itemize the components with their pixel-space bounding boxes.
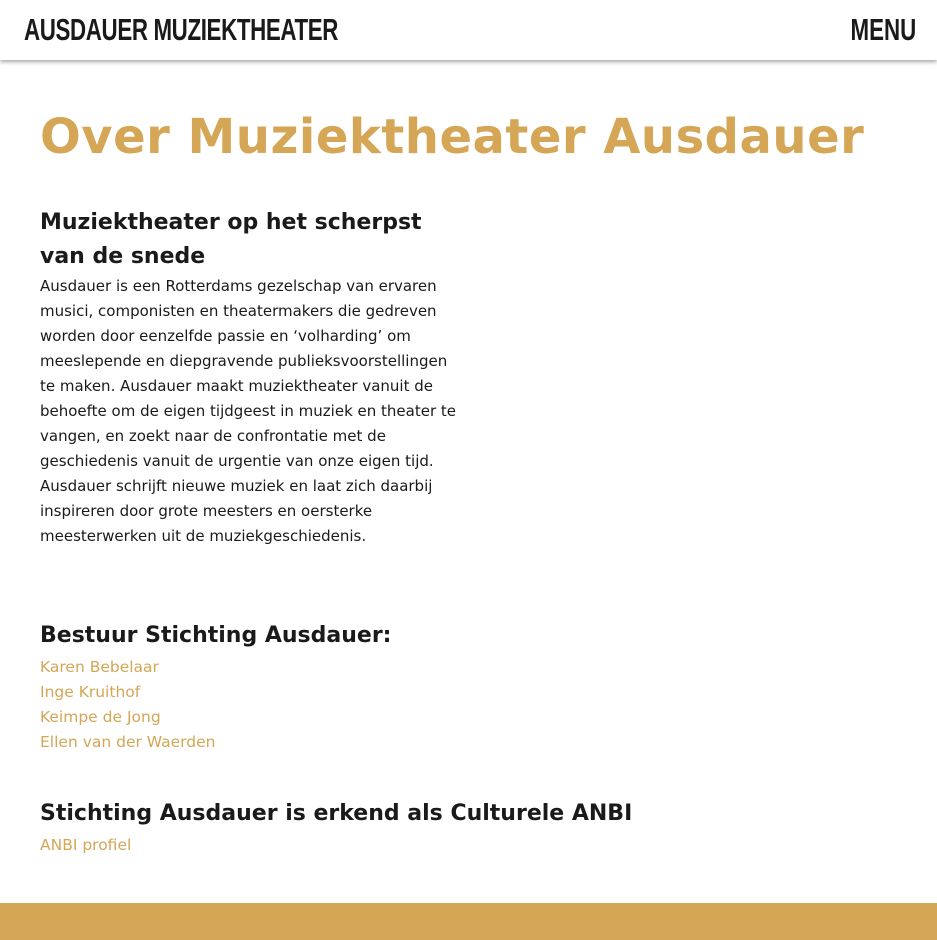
board-member-link[interactable]: Keimpe de Jong bbox=[40, 708, 161, 726]
anbi-heading: Stichting Ausdauer is erkend als Culturele ANBI bbox=[40, 801, 633, 826]
board-heading: Bestuur Stichting Ausdauer: bbox=[40, 623, 392, 648]
board-section bbox=[40, 619, 460, 755]
list-item bbox=[40, 730, 460, 755]
menu-button[interactable]: MENU bbox=[850, 12, 916, 47]
site-header bbox=[0, 0, 937, 60]
board-member-link[interactable]: Karen Bebelaar bbox=[40, 658, 159, 676]
board-member-list bbox=[40, 655, 460, 755]
board-member-link[interactable]: Inge Kruithof bbox=[40, 683, 141, 701]
board-member-link[interactable]: Ellen van der Waerden bbox=[40, 733, 216, 751]
intro-section bbox=[40, 206, 460, 549]
list-item bbox=[40, 680, 460, 705]
anbi-profile-link[interactable]: ANBI profiel bbox=[40, 836, 132, 854]
list-item bbox=[40, 655, 460, 680]
list-item bbox=[40, 705, 460, 730]
intro-paragraph: Ausdauer is een Rotterdams gezelschap van ervaren musici, componisten en theatermakers die gedreven worden door eenzelfde passie en ‘volharding’ om meeslepende en diepgravende publieksvoorstellingen te maken. Ausdauer maakt muziektheater vanuit de behoefte om de eigen tijdgeest in muziek en theater te vangen, en zoekt naar de confrontatie met de geschiedenis vanuit de urgentie van onze eigen tijd. Ausdauer schrijft nieuwe muziek en laat zich daarbij inspireren door grote meesters en oersterke meesterwerken uit de muziekgeschiedenis. bbox=[40, 277, 456, 545]
page-title: Over Muziektheater Ausdauer bbox=[40, 109, 865, 165]
intro-heading: Muziektheater op het scherpst van de snede bbox=[40, 210, 422, 269]
footer-band bbox=[0, 903, 937, 940]
site-logo[interactable]: AUSDAUER MUZIEKTHEATER bbox=[24, 12, 339, 47]
anbi-section bbox=[40, 797, 900, 858]
